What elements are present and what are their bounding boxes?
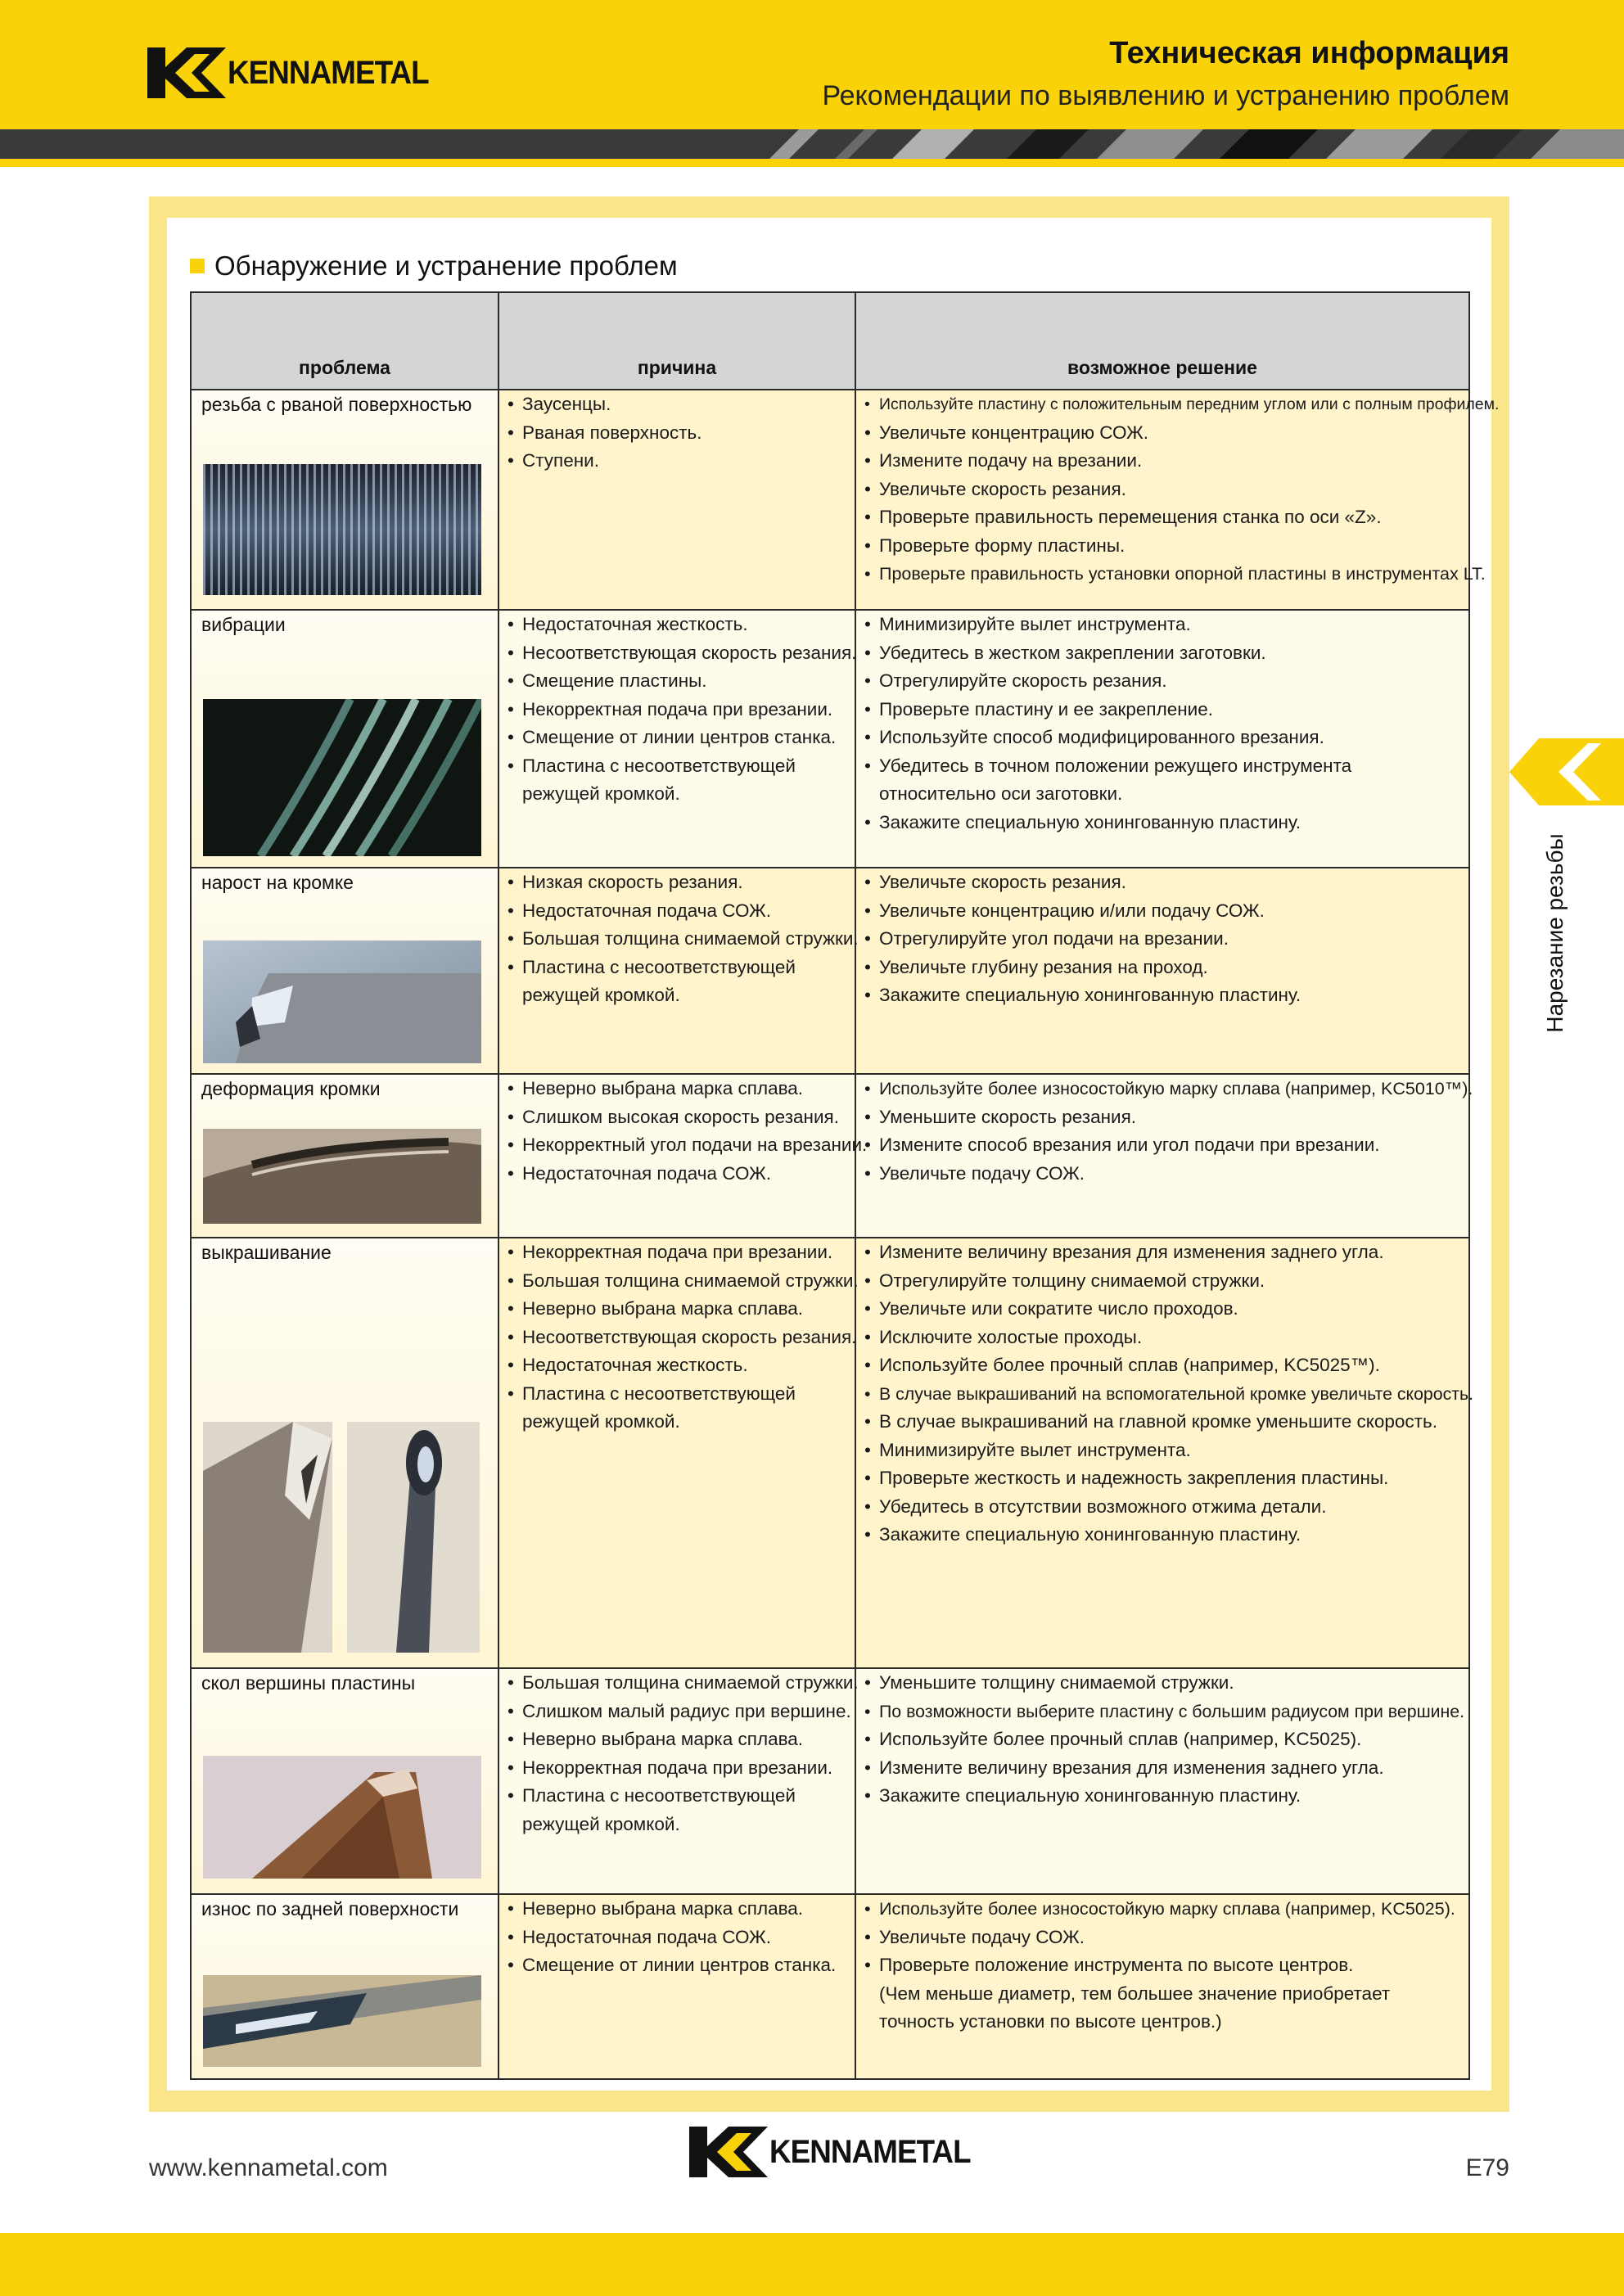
cause-list — [508, 1075, 868, 1188]
side-tab-label — [1531, 835, 1580, 1031]
solution-item: • Отрегулируйте толщину снимаемой стружки. — [864, 1267, 1462, 1296]
problem-cell — [191, 868, 498, 1074]
solution-item: • Используйте более износостойкую марку сплава (например, KC5025). — [864, 1895, 1462, 1924]
cause-item: • Недостаточная подача СОЖ. — [508, 1160, 848, 1189]
solution-item: • Используйте пластину с положительным передним углом или с полным профилем. — [864, 390, 1462, 419]
cause-item: • Недостаточная подача СОЖ. — [508, 897, 848, 926]
solution-cell — [855, 1238, 1474, 1668]
cause-cell — [498, 1238, 859, 1668]
content-panel — [167, 218, 1500, 2091]
page-number: E79 — [1465, 2154, 1509, 2181]
solution-item: • Уменьшите скорость резания. — [864, 1103, 1462, 1132]
cause-list — [508, 1238, 859, 1437]
cause-item: • Большая толщина снимаемой стружки. — [508, 1669, 848, 1698]
solution-item: • Уменьшите толщину снимаемой стружки. — [864, 1669, 1462, 1698]
cause-item-continuation: режущей кромкой. — [522, 1411, 680, 1432]
page-header — [0, 0, 1624, 129]
solution-item: • Увеличьте подачу СОЖ. — [864, 1160, 1462, 1189]
cause-list — [508, 868, 859, 1010]
content-frame — [149, 196, 1509, 2112]
solution-item: • Проверьте жесткость и надежность закрепления пластины. — [864, 1464, 1462, 1493]
solution-cell — [855, 610, 1469, 868]
cause-item: • Пластина с несоответствующей — [508, 954, 848, 982]
solution-list — [864, 390, 1500, 589]
torn-thread-photo — [203, 464, 481, 595]
cause-cell — [498, 390, 855, 610]
solution-item: • Увеличьте подачу СОЖ. — [864, 1924, 1462, 1952]
problem-cell — [191, 1668, 498, 1894]
cause-list — [508, 390, 848, 476]
yellow-square-icon — [190, 259, 205, 273]
column-header-solution: возможное решение — [855, 292, 1469, 390]
cause-list — [508, 1895, 848, 1980]
cause-item: • Пластина с несоответствующей — [508, 752, 848, 781]
solution-item: • Увеличьте или сократите число проходов. — [864, 1295, 1462, 1324]
built-up-edge-photo — [203, 941, 481, 1063]
cause-item: • Недостаточная жесткость. — [508, 611, 848, 639]
cause-item: • Пластина с несоответствующей — [508, 1782, 848, 1811]
cause-cell — [498, 868, 859, 1074]
cause-item: • Некорректная подача при врезании. — [508, 696, 848, 724]
solution-item: • Убедитесь в точном положении режущего инструмента — [864, 752, 1462, 781]
solution-item: • Отрегулируйте угол подачи на врезании. — [864, 925, 1462, 954]
vibration-thread-photo — [203, 699, 481, 856]
solution-list — [864, 611, 1462, 837]
solution-item: • Убедитесь в отсутствии возможного отжима детали. — [864, 1493, 1462, 1522]
table-row — [191, 1238, 1469, 1668]
cause-cell — [498, 1668, 859, 1894]
cause-item: • Некорректная подача при врезании. — [508, 1754, 848, 1783]
header-stripe — [0, 129, 1624, 159]
cause-cell — [498, 610, 855, 868]
solution-item: • Проверьте пластину и ее закрепление. — [864, 696, 1462, 724]
solution-item: • Закажите специальную хонингованную пластину. — [864, 809, 1462, 837]
kennametal-logo — [147, 47, 446, 98]
cause-item: • Неверно выбрана марка сплава. — [508, 1295, 848, 1324]
solution-item: • Проверьте правильность установки опорной пластины в инструментах LT. — [864, 560, 1462, 589]
header-stripe-accent — [0, 159, 1624, 167]
solution-item: • Закажите специальную хонингованную пластину. — [864, 981, 1462, 1010]
problem-label: вибрации — [201, 614, 286, 635]
solution-item: • В случае выкрашиваний на главной кромке уменьшите скорость. — [864, 1408, 1462, 1437]
table-row — [191, 1668, 1469, 1894]
footer-logo — [689, 2127, 988, 2177]
cause-list — [508, 1669, 859, 1838]
cause-cell — [498, 1894, 855, 2079]
solution-item: • Убедитесь в жестком закреплении заготовки. — [864, 639, 1462, 668]
cause-item: • Большая толщина снимаемой стружки. — [508, 1267, 848, 1296]
table-row — [191, 1074, 1469, 1238]
chipping-photo-left — [203, 1422, 332, 1653]
solution-item: • Отрегулируйте скорость резания. — [864, 667, 1462, 696]
cause-item: • Недостаточная подача СОЖ. — [508, 1924, 848, 1952]
kennametal-k-icon — [147, 47, 226, 98]
cause-item: • Ступени. — [508, 447, 848, 476]
problem-cell — [191, 1238, 498, 1668]
solution-item: • Увеличьте концентрацию и/или подачу СОЖ. — [864, 897, 1462, 926]
tip-fracture-photo — [203, 1756, 481, 1879]
brand-wordmark: KENNAMETAL — [228, 54, 429, 91]
solution-item: • Увеличьте концентрацию СОЖ. — [864, 419, 1462, 448]
cause-list — [508, 611, 857, 809]
cause-item: • Неверно выбрана марка сплава. — [508, 1725, 848, 1754]
cause-item-continuation: режущей кромкой. — [522, 783, 680, 804]
cause-item: • Несоответствующая скорость резания. — [508, 1324, 848, 1352]
side-tab-text: Нарезание резьбы — [1542, 833, 1568, 1033]
solution-item: • Минимизируйте вылет инструмента. — [864, 611, 1462, 639]
footer-bar — [0, 2233, 1624, 2296]
problem-label: скол вершины пластины — [201, 1672, 416, 1694]
solution-item: • Увеличьте глубину резания на проход. — [864, 954, 1462, 982]
problem-label: выкрашивание — [201, 1242, 332, 1263]
section-heading — [190, 250, 678, 282]
table-header-row — [191, 292, 1469, 390]
chipping-photo-right — [347, 1422, 480, 1653]
solution-item: • Используйте более износостойкую марку сплава (например, KC5010™). — [864, 1075, 1462, 1103]
cause-item: • Некорректная подача при врезании. — [508, 1238, 848, 1267]
cause-item: • Некорректный угол подачи на врезании. — [508, 1131, 848, 1160]
solution-item: • Увеличьте скорость резания. — [864, 476, 1462, 504]
solution-item: • В случае выкрашиваний на вспомогательной кромке увеличьте скорость. — [864, 1380, 1462, 1409]
cause-item: • Слишком высокая скорость резания. — [508, 1103, 848, 1132]
solution-item: • Измените величину врезания для изменения заднего угла. — [864, 1754, 1462, 1783]
problem-label: деформация кромки — [201, 1078, 381, 1099]
flank-wear-photo — [203, 1975, 481, 2067]
cause-item-continuation: режущей кромкой. — [522, 1813, 680, 1834]
edge-deformation-photo — [203, 1129, 481, 1224]
column-header-cause: причина — [498, 292, 855, 390]
solution-item-continuation: относительно оси заготовки. — [879, 783, 1123, 804]
cause-item: • Смещение пластины. — [508, 667, 848, 696]
solution-cell — [855, 1074, 1473, 1238]
solution-item: • По возможности выберите пластину с большим радиусом при вершине. — [864, 1698, 1462, 1726]
footer-brand-wordmark: KENNAMETAL — [769, 2133, 971, 2170]
cause-item: • Слишком малый радиус при вершине. — [508, 1698, 848, 1726]
website-url[interactable]: www.kennametal.com — [149, 2154, 388, 2181]
solution-list — [864, 1895, 1462, 2037]
table-row — [191, 868, 1469, 1074]
solution-cell — [855, 1668, 1469, 1894]
page-subtitle: Рекомендации по выявлению и устранению проблем — [822, 80, 1509, 111]
solution-item: • Проверьте форму пластины. — [864, 532, 1462, 561]
troubleshooting-table — [190, 291, 1500, 2080]
solution-item: • Измените величину врезания для изменения заднего угла. — [864, 1238, 1462, 1267]
solution-list — [864, 1075, 1473, 1188]
cause-item: • Пластина с несоответствующей — [508, 1380, 848, 1409]
section-tab-marker — [1509, 738, 1624, 805]
cause-item: • Рваная поверхность. — [508, 419, 848, 448]
solution-item: • Минимизируйте вылет инструмента. — [864, 1437, 1462, 1465]
solution-cell — [855, 1894, 1469, 2079]
solution-list — [864, 1669, 1465, 1811]
cause-item-continuation: режущей кромкой. — [522, 985, 680, 1005]
solution-list — [864, 1238, 1474, 1549]
solution-item: • Увеличьте скорость резания. — [864, 868, 1462, 897]
column-header-problem: проблема — [191, 292, 498, 390]
cause-item: • Неверно выбрана марка сплава. — [508, 1895, 848, 1924]
solution-item: • Используйте более прочный сплав (например, KC5025™). — [864, 1351, 1462, 1380]
cause-item: • Несоответствующая скорость резания. — [508, 639, 848, 668]
problem-cell — [191, 390, 498, 610]
cause-item: • Неверно выбрана марка сплава. — [508, 1075, 848, 1103]
kennametal-k-icon — [689, 2127, 768, 2177]
cause-item: • Низкая скорость резания. — [508, 868, 848, 897]
solution-item: • Используйте более прочный сплав (например, KC5025). — [864, 1725, 1462, 1754]
problem-label: нарост на кромке — [201, 872, 354, 893]
cause-item: • Смещение от линии центров станка. — [508, 724, 848, 752]
problem-cell — [191, 1074, 498, 1238]
table-row — [191, 1894, 1469, 2079]
problem-label: износ по задней поверхности — [201, 1898, 459, 1919]
table-row — [191, 390, 1469, 610]
solution-item-continuation: точность установки по высоте центров.) — [879, 2011, 1222, 2032]
solution-item: • Проверьте положение инструмента по высоте центров. — [864, 1951, 1462, 1980]
solution-item: • Закажите специальную хонингованную пластину. — [864, 1782, 1462, 1811]
page-title: Техническая информация — [1109, 36, 1509, 70]
solution-item: • Исключите холостые проходы. — [864, 1324, 1462, 1352]
cause-item: • Смещение от линии центров станка. — [508, 1951, 848, 1980]
solution-item: • Проверьте правильность перемещения станка по оси «Z». — [864, 503, 1462, 532]
solution-list — [864, 868, 1462, 1010]
solution-item: • Используйте способ модифицированного врезания. — [864, 724, 1462, 752]
solution-item: • Измените способ врезания или угол подачи при врезании. — [864, 1131, 1462, 1160]
solution-item: • Измените подачу на врезании. — [864, 447, 1462, 476]
solution-item-continuation: (Чем меньше диаметр, тем большее значение приобретает — [879, 1982, 1391, 2004]
solution-item: • Закажите специальную хонингованную пластину. — [864, 1521, 1462, 1549]
cause-item: • Недостаточная жесткость. — [508, 1351, 848, 1380]
solution-cell — [855, 390, 1500, 610]
table-row — [191, 610, 1469, 868]
cause-item: • Заусенцы. — [508, 390, 848, 419]
problem-cell — [191, 610, 498, 868]
cause-cell — [498, 1074, 868, 1238]
problem-cell — [191, 1894, 498, 2079]
solution-cell — [855, 868, 1469, 1074]
section-title-text: Обнаружение и устранение проблем — [214, 250, 678, 281]
problem-label: резьба с рваной поверхностью — [201, 394, 472, 415]
cause-item: • Большая толщина снимаемой стружки. — [508, 925, 848, 954]
